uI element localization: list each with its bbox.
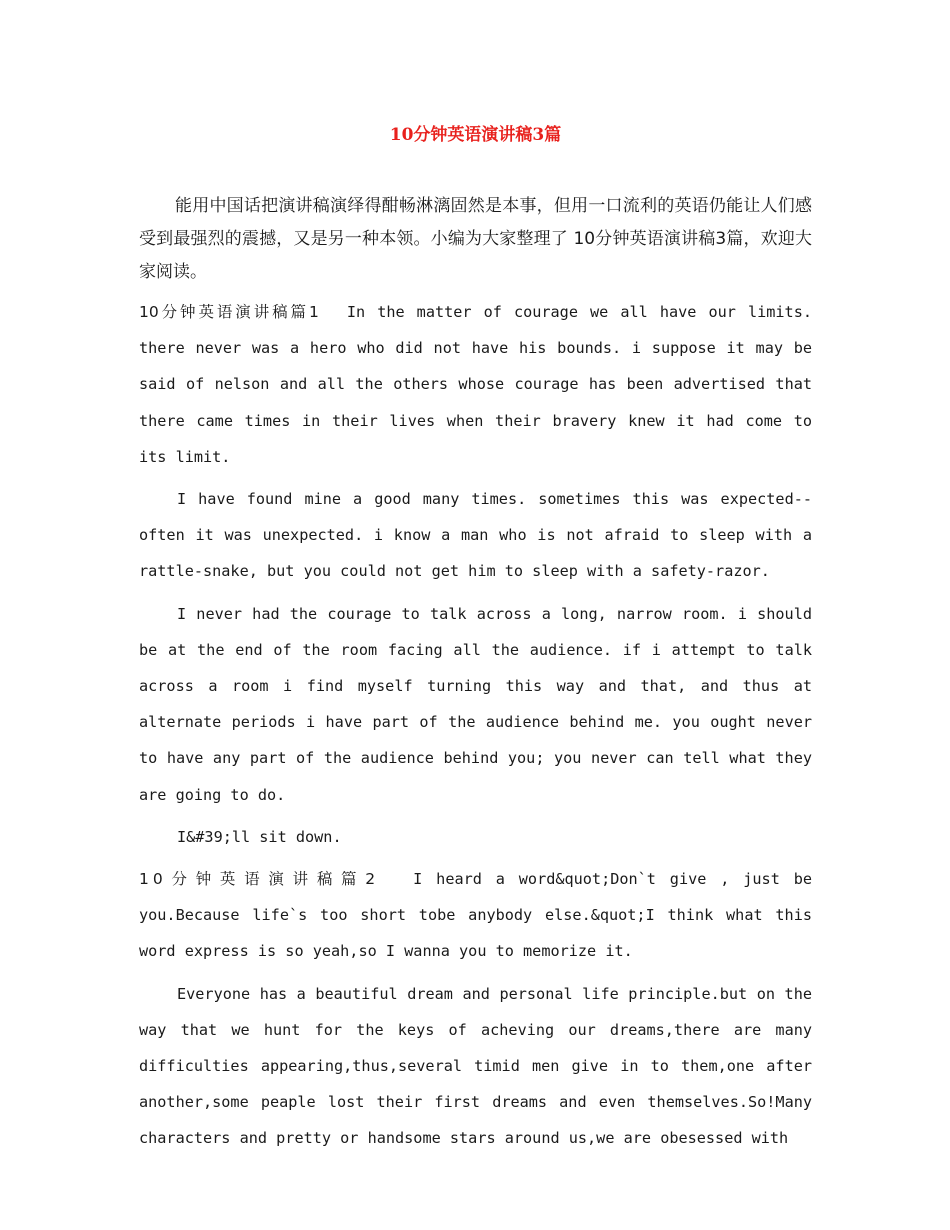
speech1-paragraph-4: I&#39;ll sit down. [177,827,342,846]
speech2-paragraph-2: Everyone has a beautiful dream and personal life principle.but on the way that we hunt for the keys of acheving our dreams,there are many difficulties appearing,thus,several timid men give in to them,one after another,some peaple lost their first dreams and even themselves.So!Many characters and pretty or handsome stars around us,we are obesessed with [139,984,812,1148]
speech1-paragraph-2: I have found mine a good many times. sometimes this was expected--often it was unexpected. i know a man who is not afraid to sleep with a rattle-snake, but you could not get him to sleep with a safety-razor. [139,490,812,581]
speech2-paragraph-1 [139,861,812,970]
speech2-heading: 10分钟英语演讲稿篇2 [139,870,380,889]
speech1-paragraph-3: I never had the courage to talk across a long, narrow room. i should be at the end of the room facing all the audience. if i attempt to talk across a room i find myself turning this way and that, and thus at alternate periods i have part of the audience behind me. you ought never to have any part of the audience behind you; you never can tell what they are going to do. [139,604,812,804]
document-page [139,0,812,1230]
speech1-heading: 10分钟英语演讲稿篇1 [139,303,319,321]
speech1-text-1: In the matter of courage we all have our limits. there never was a hero who did not have his bounds. i suppose it may be said of nelson and all the others whose courage has been advertised that there came times in their lives when their bravery knew it had come to its limit. [139,303,812,466]
speech2-text-1: I heard a word&quot;Don`t give , just be you.Because life`s too short tobe anybody else.&quot;I think what this word express is so yeah,so I wanna you to memorize it. [139,870,813,961]
document-body [139,294,812,1163]
document-title: 10分钟英语演讲稿3篇 [389,125,562,145]
intro-paragraph: 能用中国话把演讲稿演绎得酣畅淋漓固然是本事，但用一口流利的英语仍能让人们感受到最强烈的震撼，又是另一种本领。小编为大家整理了 10分钟英语演讲稿3篇，欢迎大家阅读。 [139,196,812,282]
speech1-paragraph-1 [139,294,812,475]
